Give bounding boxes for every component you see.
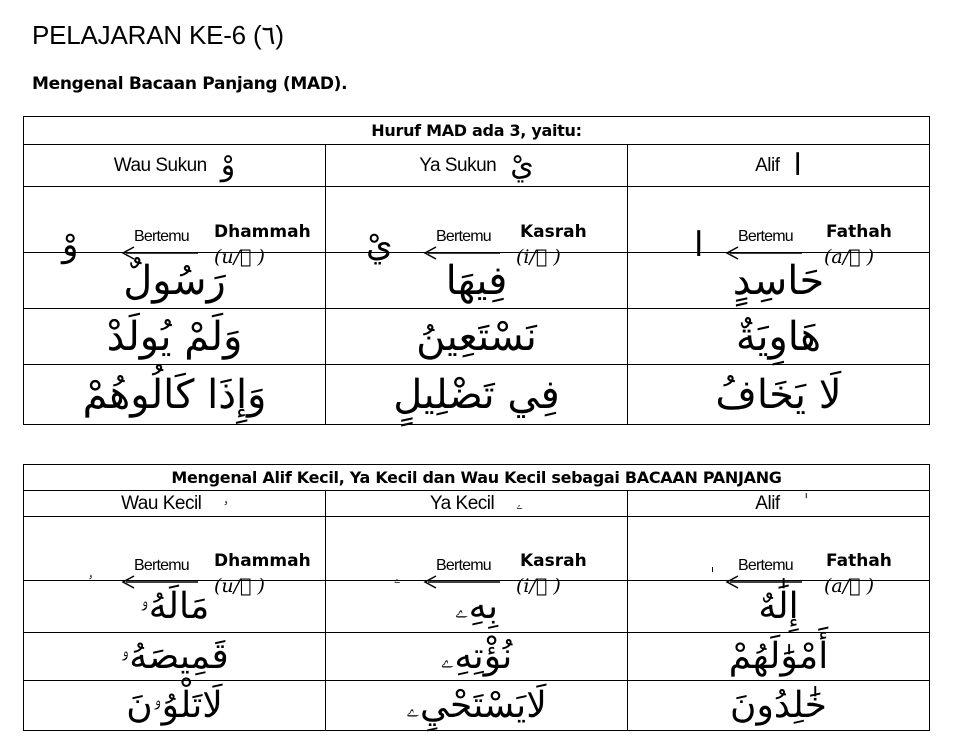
arabic-letter: ۥ: [88, 566, 93, 588]
arabic-letter: ۥ: [223, 492, 228, 514]
arabic-letter: يْ: [366, 224, 393, 265]
name-label: Alif: [755, 492, 780, 514]
mad-letters-table: [23, 116, 930, 425]
rule-cell-fathah: [628, 517, 930, 597]
connector-label: Bertemu: [436, 227, 491, 245]
example-word: وَلَمْ يُولَدْ: [24, 309, 326, 365]
rule-cell-dhammah: [24, 187, 326, 268]
connector-label: Bertemu: [436, 556, 491, 574]
vowel-name: Fathah: [826, 221, 892, 242]
rule-cell-dhammah: [24, 517, 326, 597]
name-cell-ya-sukun: [326, 145, 628, 187]
page-subtitle: Mengenal Bacaan Panjang (MAD).: [32, 74, 348, 94]
connector-label: Bertemu: [134, 556, 189, 574]
arabic-letter: ۦ: [516, 492, 524, 514]
arabic-letter: يْ: [510, 147, 534, 183]
example-word: قَمِيصَهُۥ: [24, 633, 326, 681]
name-cell-ya-kecil: [326, 491, 628, 517]
example-word: أَمْوَٰلَهُمْ: [628, 633, 930, 681]
example-word: خَٰلِدُونَ: [628, 681, 930, 731]
name-cell-wau-sukun: [24, 145, 326, 187]
vowel-symbol: (a/ َ): [824, 245, 874, 268]
connector-label: Bertemu: [134, 227, 189, 245]
example-word: فِي تَضْلِيلٍ: [326, 365, 628, 425]
vowel-name: Dhammah: [214, 550, 311, 571]
vowel-symbol: (u/ ُ): [214, 574, 265, 597]
example-word: نَسْتَعِينُ: [326, 309, 628, 365]
table-header: Huruf MAD ada 3, yaitu:: [24, 117, 930, 145]
arabic-letter: ا: [694, 224, 704, 265]
name-cell-wau-kecil: [24, 491, 326, 517]
example-word: نُؤْتِهِۦ: [326, 633, 628, 681]
rule-cell-kasrah: [326, 187, 628, 268]
vowel-name: Kasrah: [520, 550, 587, 571]
name-cell-alif: [628, 145, 930, 187]
vowel-name: Fathah: [826, 550, 892, 571]
example-word: لَايَسْتَحْيِۦ: [326, 681, 628, 731]
arabic-letter: وْ: [220, 147, 236, 183]
vowel-name: Dhammah: [214, 221, 311, 242]
name-label: Wau Sukun: [113, 154, 207, 176]
example-word: إِلَٰهٌ: [628, 581, 930, 633]
vowel-name: Kasrah: [520, 221, 587, 242]
vowel-symbol: (i/ ِ): [516, 245, 561, 268]
name-label: Ya Kecil: [429, 492, 495, 514]
arabic-letter: ا: [793, 147, 802, 183]
arabic-letter: ۦ: [394, 566, 401, 588]
name-cell-alif-kecil: [628, 491, 930, 517]
vowel-symbol: (u/ ُ): [214, 245, 265, 268]
example-word: مَالَهُۥ: [24, 581, 326, 633]
page-title: PELAJARAN KE-6 (٦): [32, 20, 284, 50]
example-word: بِهِۦ: [326, 581, 628, 633]
example-word: رَسُولٌ: [24, 253, 326, 309]
example-word: هَاوِيَةٌ: [628, 309, 930, 365]
name-label: Alif: [755, 154, 780, 176]
rule-cell-kasrah: [326, 517, 628, 597]
vowel-symbol: (i/ ِ): [516, 574, 561, 597]
connector-label: Bertemu: [738, 227, 793, 245]
example-word: حَاسِدٍ: [628, 253, 930, 309]
arabic-letter: وْ: [62, 224, 79, 265]
small-letters-table: [23, 464, 930, 731]
connector-label: Bertemu: [738, 556, 793, 574]
rule-cell-fathah: [628, 187, 930, 268]
example-word: وَإِذَا كَالُوهُمْ: [24, 365, 326, 425]
example-word: لَاتَلْوُۥنَ: [24, 681, 326, 731]
table-header: Mengenal Alif Kecil, Ya Kecil dan Wau Kecil sebagai BACAAN PANJANG: [24, 465, 930, 491]
example-word: لَا يَخَافُ: [628, 365, 930, 425]
example-word: فِيهَا: [326, 253, 628, 309]
name-label: Ya Sukun: [419, 154, 497, 176]
vowel-symbol: (a/ َ): [824, 574, 874, 597]
name-label: Wau Kecil: [121, 492, 202, 514]
